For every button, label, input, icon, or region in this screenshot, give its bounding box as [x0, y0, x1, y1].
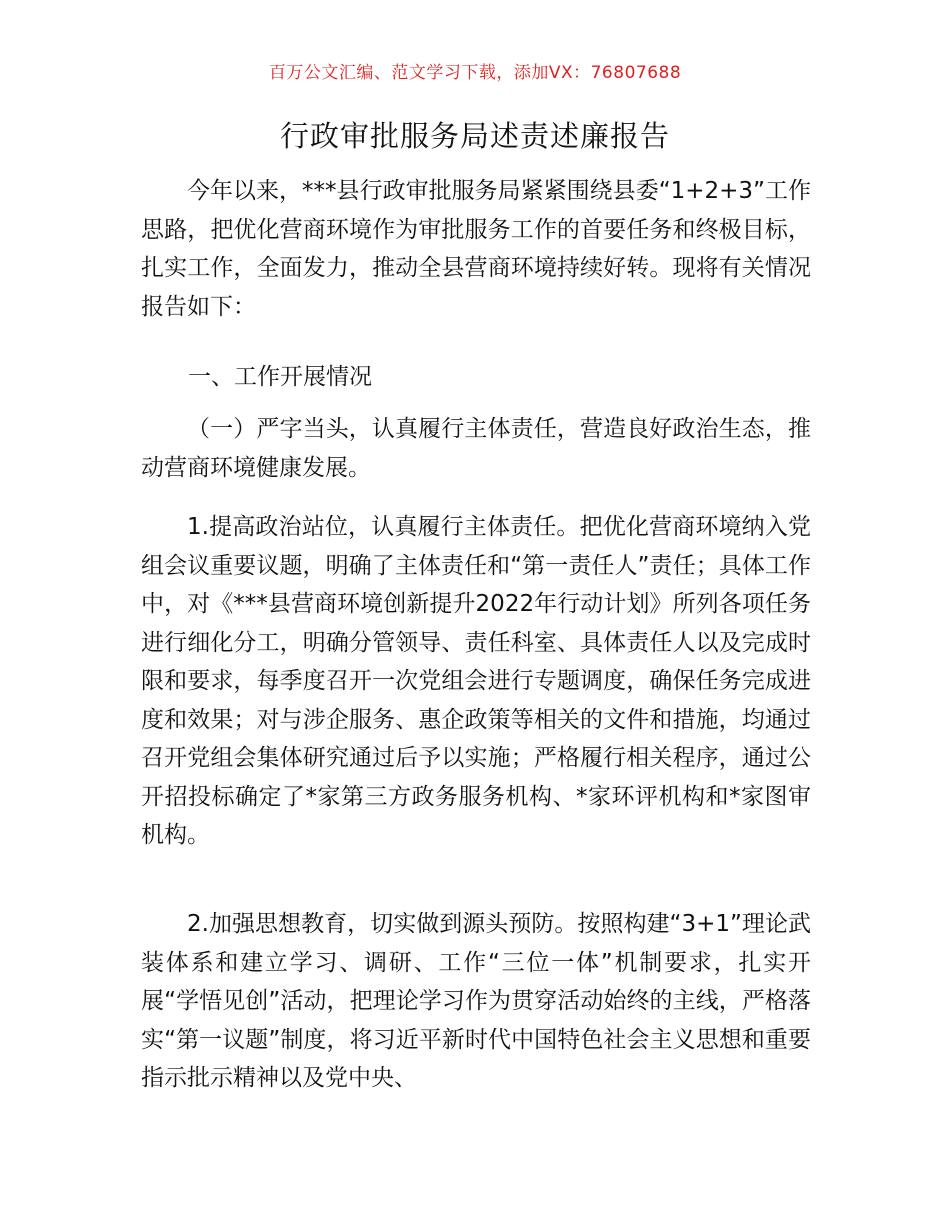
header-watermark-note: 百万公文汇编、范文学习下载，添加VX：76807688	[268, 63, 682, 83]
intro-paragraph: 今年以来，***县行政审批服务局紧紧围绕县委“1+2+3”工作思路，把优化营商环境作为审批服务工作的首要任务和终极目标，扎实工作，全面发力，推动全县营商环境持续好转。现将有关情况报告如下：	[141, 178, 811, 320]
item-paragraph-1: 1.提高政治站位，认真履行主体责任。把优化营商环境纳入党组会议重要议题，明确了主体责任和“第一责任人”责任；具体工作中，对《***县营商环境创新提升2022年行动计划》所列各项任务进行细化分工，明确分管领导、责任科室、具体责任人以及完成时限和要求，每季度召开一次党组会进行专题调度，确保任务完成进度和效果；对与涉企服务、惠企政策等相关的文件和措施，均通过召开党组会集体研究通过后予以实施；严格履行相关程序，通过公开招投标确定了*家第三方政务服务机构、*家环评机构和*家图审机构。	[141, 514, 811, 848]
subsection-heading: （一）严字当头，认真履行主体责任，营造良好政治生态，推动营商环境健康发展。	[141, 416, 811, 481]
section-heading: 一、工作开展情况	[188, 364, 372, 390]
item-paragraph-2: 2.加强思想教育，切实做到源头预防。按照构建“3+1”理论武装体系和建立学习、调研、工作“三位一体”机制要求，扎实开展“学悟见创”活动，把理论学习作为贯穿活动始终的主线，严格落实“第一议题”制度，将习近平新时代中国特色社会主义思想和重要指示批示精神以及党中央、	[141, 911, 811, 1091]
document-title: 行政审批服务局述责述廉报告	[279, 119, 670, 153]
